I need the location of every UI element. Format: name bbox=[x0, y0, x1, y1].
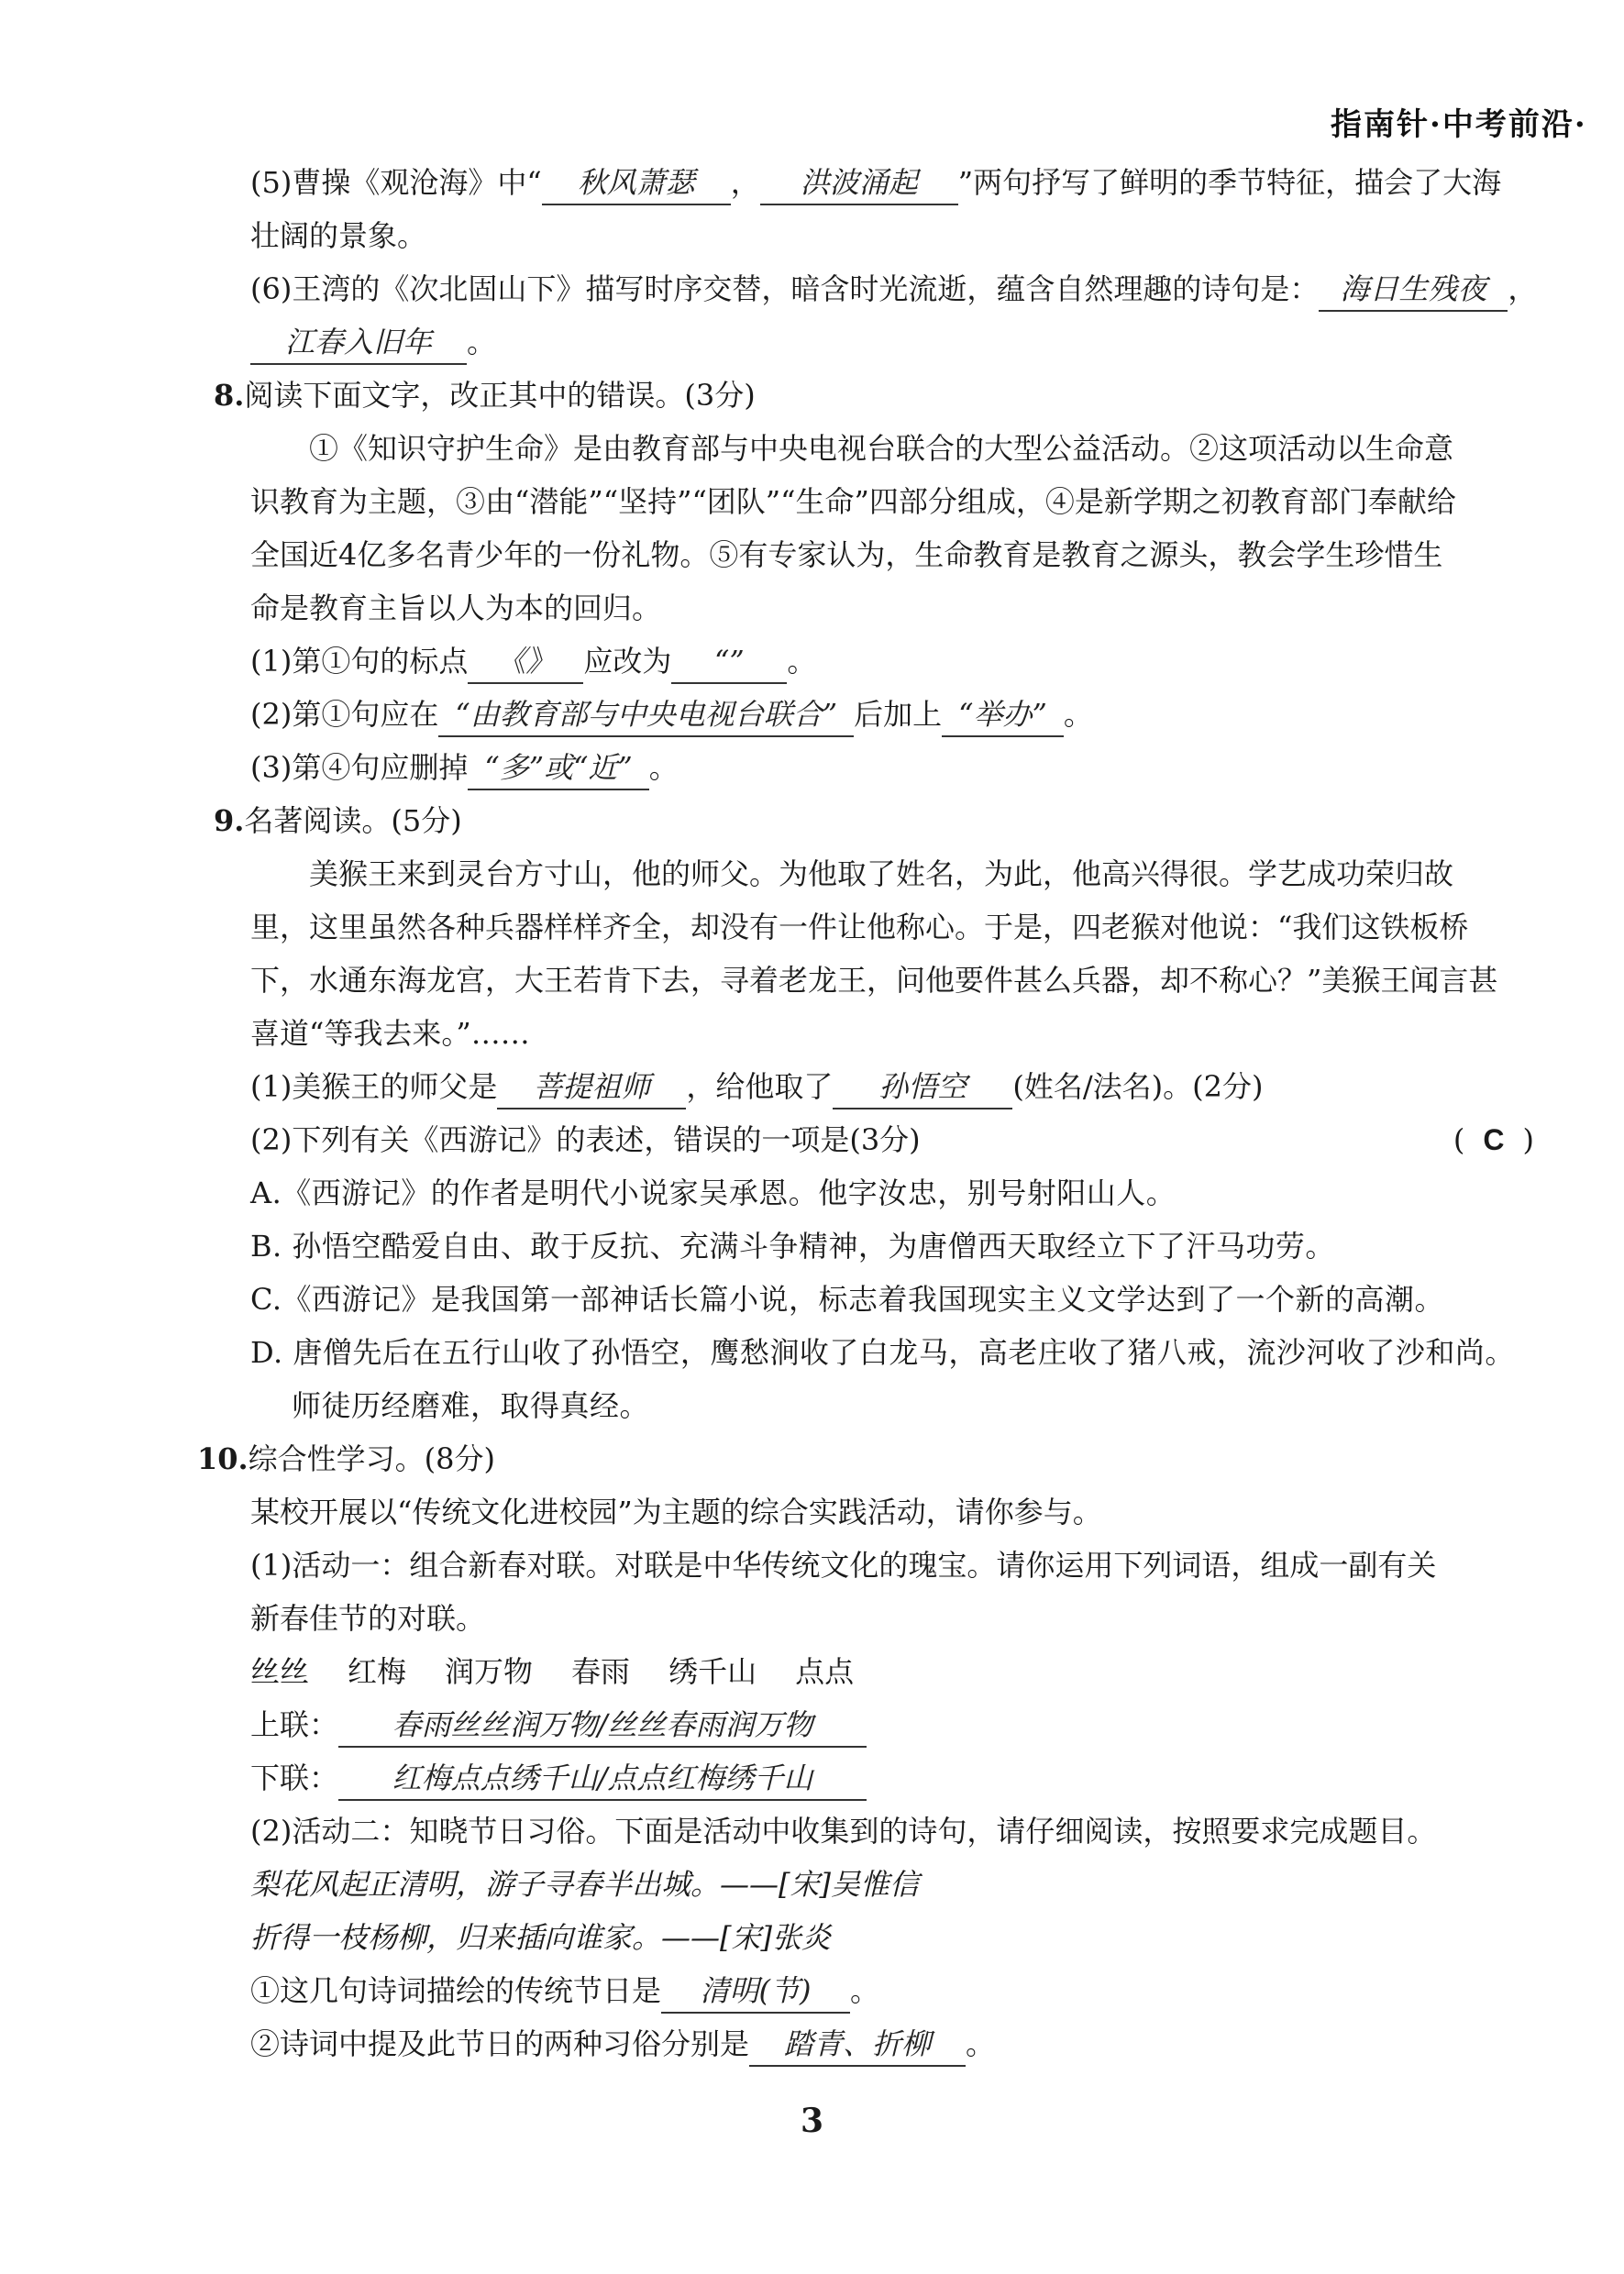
q8-3-end: 。 bbox=[648, 750, 679, 785]
q7-6-answer-2: 江春入旧年 bbox=[250, 321, 467, 365]
q10-2-end: 。 bbox=[966, 2026, 996, 2061]
q10-1-answer: 清明(节) bbox=[661, 1970, 850, 2014]
q7-5-text: ”两句抒写了鲜明的季节特征，描会了大海 bbox=[957, 165, 1502, 200]
q9-option-d-cont: 师徒历经磨难，取得真经。 bbox=[292, 1388, 650, 1423]
q7-6-answer-1: 海日生残夜 bbox=[1319, 268, 1508, 312]
q8-3-answer: “多”或“近” bbox=[468, 746, 648, 790]
q8-passage-1: ①《知识守护生命》是由教育部与中央电视台联合的大型公益活动。②这项活动以生命意 bbox=[309, 431, 1454, 466]
q8-sub-1 bbox=[250, 635, 1552, 688]
q7-5-sep: ， bbox=[730, 165, 760, 200]
q9-option-b: B. 孙悟空酷爱自由、敢于反抗、充满斗争精神，为唐僧西天取经立下了汗马功劳。 bbox=[250, 1229, 1335, 1264]
word-item: 春雨 bbox=[571, 1654, 631, 1689]
q8-1-prompt: (1)第①句的标点 bbox=[250, 644, 469, 679]
q9-passage-1: 美猴王来到灵台方寸山，他的师父。为他取了姓名，为此，他高兴得很。学艺成功荣归故 bbox=[309, 856, 1454, 891]
q9-option-a: A.《西游记》的作者是明代小说家吴承恩。他字汝忠，别号射阳山人。 bbox=[250, 1176, 1177, 1210]
q7-line-5-cont bbox=[250, 209, 1552, 262]
q10-poem-2: 折得一枝杨柳，归来插向谁家。——[宋]张炎 bbox=[250, 1920, 831, 1955]
q8-sub-2 bbox=[250, 688, 1552, 741]
q9-passage-4: 喜道“等我去来。”…… bbox=[250, 1016, 530, 1051]
page-content bbox=[197, 156, 1552, 2070]
word-item: 绣千山 bbox=[668, 1654, 757, 1689]
q8-passage-4: 命是教育主旨以人为本的回归。 bbox=[250, 591, 662, 625]
q9-2-answer-bracket: ( C ) bbox=[1453, 1122, 1534, 1157]
q7-5-answer-1: 秋风萧瑟 bbox=[542, 161, 731, 205]
q7-line-5 bbox=[250, 156, 1552, 209]
q9-title-line bbox=[214, 794, 1552, 847]
q8-1-end: 。 bbox=[787, 644, 817, 679]
q10-sub-2 bbox=[250, 2017, 1552, 2070]
q10-word-bank bbox=[250, 1645, 1552, 1698]
q10-2-prompt: ②诗词中提及此节日的两种习俗分别是 bbox=[250, 2026, 750, 2061]
q8-title: 阅读下面文字，改正其中的错误。(3分) bbox=[244, 378, 756, 413]
word-item: 红梅 bbox=[348, 1654, 407, 1689]
q8-passage-3: 全国近4亿多名青少年的一份礼物。⑤有专家认为，生命教育是教育之源头，教会学生珍惜生 bbox=[250, 537, 1443, 572]
q8-2-end: 。 bbox=[1063, 697, 1093, 732]
lower-couplet-answer: 红梅点点绣千山/点点红梅绣千山 bbox=[338, 1757, 867, 1801]
q10-activity-1: (1)活动一：组合新春对联。对联是中华传统文化的瑰宝。请你运用下列词语，组成一副有关 bbox=[250, 1548, 1437, 1583]
q10-1-prompt: ①这几句诗词描绘的传统节日是 bbox=[250, 1973, 662, 2008]
q10-title: 综合性学习。(8分) bbox=[248, 1441, 496, 1476]
q8-1-mid: 应改为 bbox=[583, 644, 672, 679]
q8-number: 8. bbox=[214, 378, 245, 413]
q9-sub-2 bbox=[250, 1113, 1552, 1166]
q7-6-end: 。 bbox=[467, 325, 497, 359]
q10-2-answer: 踏青、折柳 bbox=[749, 2023, 966, 2067]
q10-intro: 某校开展以“传统文化进校园”为主题的综合实践活动，请你参与。 bbox=[250, 1495, 1102, 1529]
q10-sub-1 bbox=[250, 1964, 1552, 2017]
q10-lower-couplet bbox=[250, 1751, 1552, 1805]
q7-5-cont: 壮阔的景象。 bbox=[250, 218, 427, 253]
page-number: 3 bbox=[800, 2102, 824, 2140]
q9-1-answer-1: 菩提祖师 bbox=[497, 1065, 686, 1109]
q9-1-mid: ，给他取了 bbox=[686, 1069, 834, 1104]
running-header: 指南针·中考前沿· bbox=[1331, 106, 1587, 143]
q7-line-6 bbox=[250, 262, 1552, 315]
upper-couplet-answer: 春雨丝丝润万物/丝丝春雨润万物 bbox=[338, 1704, 867, 1748]
q9-passage-2: 里，这里虽然各种兵器样样齐全，却没有一件让他称心。于是，四老猴对他说：“我们这铁板桥 bbox=[250, 910, 1469, 944]
q8-2-answer-1: “由教育部与中央电视台联合” bbox=[438, 693, 854, 737]
q10-activity-2: (2)活动二：知晓节日习俗。下面是活动中收集到的诗句，请仔细阅读，按照要求完成题目。 bbox=[250, 1814, 1437, 1849]
q9-2-answer: C bbox=[1483, 1123, 1505, 1156]
q9-passage-3: 下，水通东海龙宫，大王若肯下去，寻着老龙王，问他要件甚么兵器，却不称心？”美猴王闻言甚 bbox=[250, 963, 1498, 998]
q9-sub-1 bbox=[250, 1060, 1552, 1113]
q10-activity-1-cont: 新春佳节的对联。 bbox=[250, 1601, 486, 1636]
q9-option-c: C.《西游记》是我国第一部神话长篇小说，标志着我国现实主义文学达到了一个新的高潮。 bbox=[250, 1282, 1445, 1317]
q7-5-prompt: (5)曹操《观沧海》中“ bbox=[250, 165, 542, 200]
q10-upper-couplet bbox=[250, 1698, 1552, 1751]
upper-couplet-label: 上联： bbox=[250, 1707, 339, 1742]
q8-3-prompt: (3)第④句应删掉 bbox=[250, 750, 469, 785]
word-item: 润万物 bbox=[445, 1654, 534, 1689]
q8-2-prompt: (2)第①句应在 bbox=[250, 697, 439, 732]
q10-poem-1: 梨花风起正清明，游子寻春半出城。——[宋]吴惟信 bbox=[250, 1867, 919, 1902]
q9-title: 名著阅读。(5分) bbox=[244, 803, 462, 838]
q10-number: 10. bbox=[197, 1441, 249, 1476]
word-item: 点点 bbox=[795, 1654, 855, 1689]
q7-line-6-cont bbox=[250, 315, 1552, 369]
q9-1-end: (姓名/法名)。(2分) bbox=[1012, 1069, 1264, 1104]
q9-2-prompt: (2)下列有关《西游记》的表述，错误的一项是(3分) bbox=[250, 1122, 921, 1157]
q8-1-answer-2: “” bbox=[671, 640, 787, 684]
q8-sub-3 bbox=[250, 741, 1552, 794]
word-item: 丝丝 bbox=[250, 1654, 310, 1689]
q9-1-prompt: (1)美猴王的师父是 bbox=[250, 1069, 498, 1104]
q9-1-answer-2: 孙悟空 bbox=[833, 1065, 1012, 1109]
q8-title-line bbox=[214, 369, 1552, 422]
q8-1-answer-1: 《》 bbox=[468, 640, 583, 684]
q7-5-answer-2: 洪波涌起 bbox=[760, 161, 958, 205]
lower-couplet-label: 下联： bbox=[250, 1761, 339, 1795]
q7-6-prompt: (6)王湾的《次北固山下》描写时序交替，暗含时光流逝，蕴含自然理趣的诗句是： bbox=[250, 271, 1320, 306]
q9-number: 9. bbox=[214, 803, 245, 838]
q10-title-line bbox=[197, 1432, 1552, 1485]
q8-passage-2: 识教育为主题，③由“潜能”“坚持”“团队”“生命”四部分组成，④是新学期之初教育部门奉献给 bbox=[250, 484, 1456, 519]
q8-2-answer-2: “举办” bbox=[942, 693, 1064, 737]
q10-1-end: 。 bbox=[850, 1973, 880, 2008]
q9-option-d: D. 唐僧先后在五行山收了孙悟空，鹰愁涧收了白龙马，高老庄收了猪八戒，流沙河收了沙和尚。 bbox=[250, 1335, 1515, 1370]
q7-6-sep: ， bbox=[1508, 271, 1538, 306]
q8-2-mid: 后加上 bbox=[854, 697, 943, 732]
